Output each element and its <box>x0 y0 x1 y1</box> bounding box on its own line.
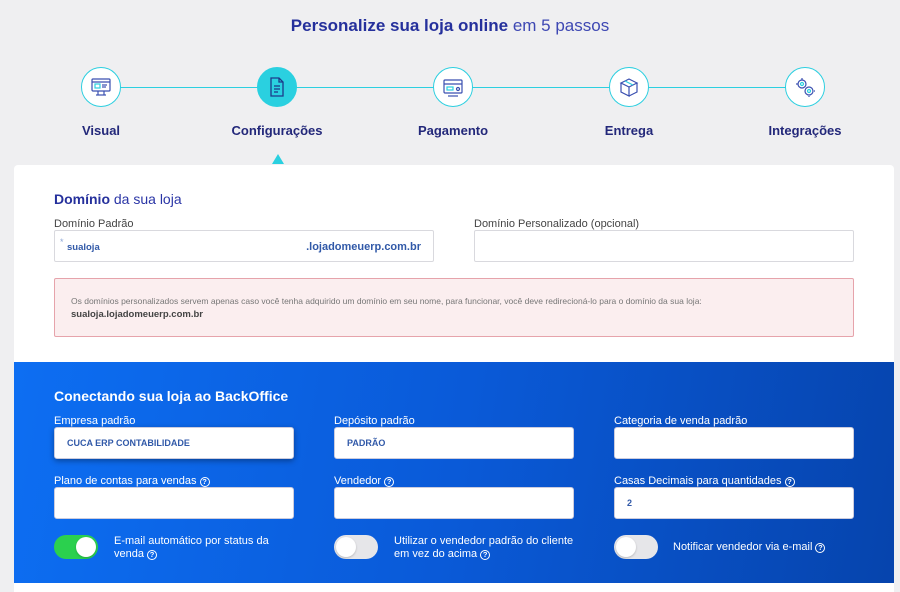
toggle-knob <box>616 537 636 557</box>
help-icon[interactable]: ? <box>480 550 490 560</box>
step-entrega[interactable] <box>554 67 704 138</box>
default-domain-suffix: .lojadomeuerp.com.br <box>306 241 421 253</box>
vendedor-padrao-toggle[interactable] <box>334 535 378 559</box>
email-auto-label-text: E-mail automático por status da venda <box>114 535 269 560</box>
alert-message: Os domínios personalizados servem apenas caso você tenha adquirido um domínio em seu nome, para funcionar, você deve redirecioná-lo para o domínio da sua loja: <box>71 296 702 306</box>
default-domain-label: Domínio Padrão <box>54 218 134 230</box>
deposito-label: Depósito padrão <box>334 415 415 427</box>
notificar-toggle[interactable] <box>614 535 658 559</box>
next-section-edge <box>14 583 894 592</box>
step-label: Visual <box>81 123 121 138</box>
domain-title-bold: Domínio <box>54 191 110 207</box>
categoria-select[interactable] <box>614 427 854 459</box>
domain-card <box>14 165 894 365</box>
document-icon <box>257 67 297 107</box>
notificar-label-text: Notificar vendedor via e-mail <box>673 541 813 553</box>
domain-section-title <box>54 191 182 207</box>
default-domain-field[interactable] <box>54 230 434 262</box>
step-pagamento[interactable] <box>378 67 528 138</box>
vendedor-padrao-label-text: Utilizar o vendedor padrão do cliente em vez do acima <box>394 535 574 560</box>
payment-icon <box>433 67 473 107</box>
alert-domain: sualoja.lojadomeuerp.com.br <box>71 309 203 320</box>
step-integracoes[interactable] <box>730 67 880 138</box>
casas-value: 2 <box>627 498 633 508</box>
help-icon[interactable]: ? <box>785 477 795 487</box>
vendedor-label <box>334 475 394 487</box>
help-icon[interactable]: ? <box>147 550 157 560</box>
step-label: Configurações <box>231 123 323 138</box>
page-title <box>0 16 900 36</box>
step-label: Integrações <box>768 123 842 138</box>
backoffice-title: Conectando sua loja ao BackOffice <box>54 388 289 404</box>
backoffice-panel <box>14 362 894 583</box>
domain-title-light: da sua loja <box>113 191 182 207</box>
casas-label-text: Casas Decimais para quantidades <box>614 475 782 487</box>
categoria-label: Categoria de venda padrão <box>614 415 748 427</box>
custom-domain-field[interactable] <box>474 230 854 262</box>
box-icon <box>609 67 649 107</box>
toggle-knob <box>76 537 96 557</box>
page-title-bold: Personalize sua loja online <box>290 16 509 35</box>
plano-label-text: Plano de contas para vendas <box>54 475 197 487</box>
casas-input[interactable] <box>614 487 854 519</box>
vendedor-select[interactable] <box>334 487 574 519</box>
deposito-select[interactable] <box>334 427 574 459</box>
default-domain-value: sualoja <box>67 242 100 253</box>
plano-label <box>54 475 210 487</box>
custom-domain-label: Domínio Personalizado (opcional) <box>474 218 640 230</box>
help-icon[interactable]: ? <box>815 543 825 553</box>
email-auto-label <box>114 535 294 561</box>
email-auto-toggle[interactable] <box>54 535 98 559</box>
integration-icon <box>785 67 825 107</box>
vendedor-label-text: Vendedor <box>334 475 382 487</box>
empresa-select[interactable] <box>54 427 294 459</box>
notificar-label <box>673 541 873 554</box>
step-label: Pagamento <box>417 123 489 138</box>
step-visual[interactable] <box>26 67 176 138</box>
empresa-label: Empresa padrão <box>54 415 136 427</box>
vendedor-padrao-label <box>394 535 574 561</box>
visual-icon <box>81 67 121 107</box>
step-label: Entrega <box>604 123 654 138</box>
deposito-value: PADRÃO <box>347 438 386 448</box>
step-configuracoes[interactable] <box>202 67 352 138</box>
toggle-knob <box>336 537 356 557</box>
plano-select[interactable] <box>54 487 294 519</box>
help-icon[interactable]: ? <box>384 477 394 487</box>
active-step-pointer <box>272 154 284 164</box>
required-mark: * <box>60 237 64 247</box>
help-icon[interactable]: ? <box>200 477 210 487</box>
empresa-value: CUCA ERP CONTABILIDADE <box>67 438 190 448</box>
casas-label <box>614 475 795 487</box>
domain-alert <box>54 278 854 337</box>
page-title-light: em 5 passos <box>512 16 610 35</box>
